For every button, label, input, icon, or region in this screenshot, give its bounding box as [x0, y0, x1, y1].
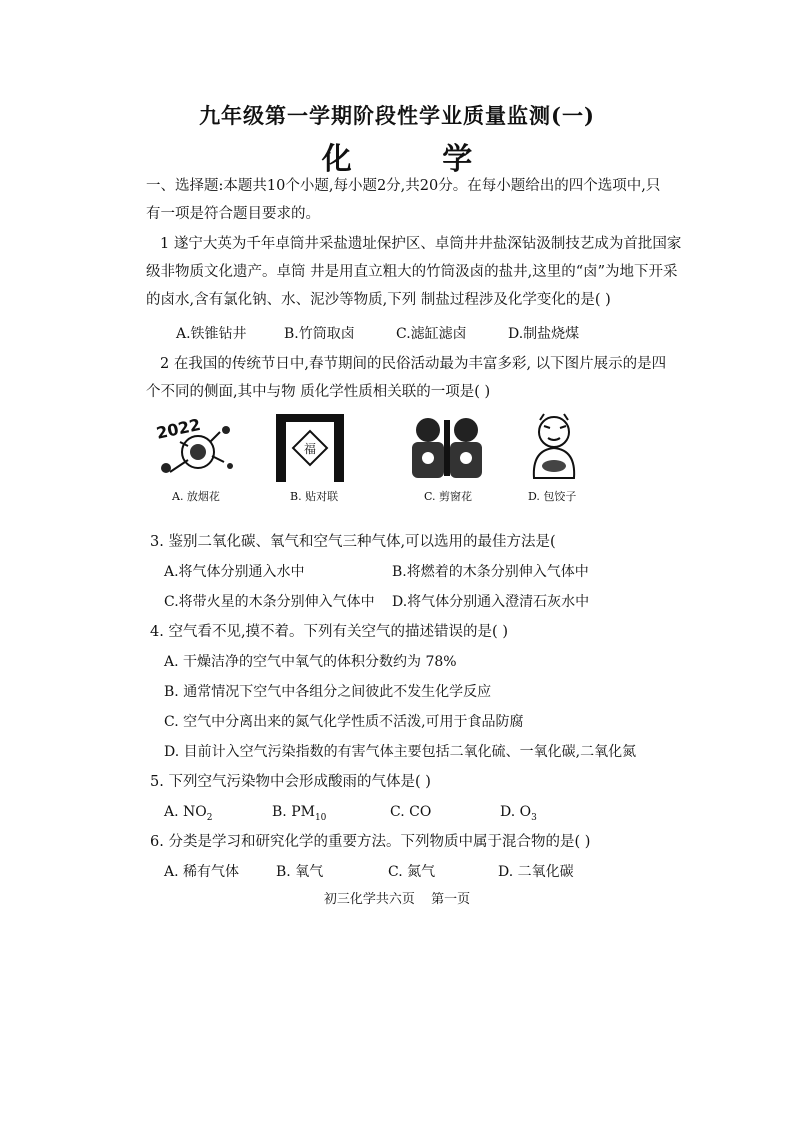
- q6-option-b: B. 氧气: [276, 864, 324, 880]
- footer-total-pages: 初三化学共六页: [323, 892, 415, 907]
- q5-option-d: D. $O_3$: [500, 804, 537, 823]
- q3-option-c: C.将带火星的木条分别伸入气体中: [164, 594, 375, 610]
- q1-option-b: B.竹筒取卤: [284, 326, 355, 342]
- q4-option-b: B. 通常情况下空气中各组分之间彼此不发生化学反应: [164, 684, 492, 700]
- page-footer: [0, 888, 794, 907]
- q2-caption-d: D. 包饺子: [528, 490, 577, 503]
- subject-title: 化 学: [321, 142, 513, 177]
- section-intro-line2: 有一项是符合题目要求的。: [146, 206, 320, 222]
- q2-caption-a: A. 放烟花: [172, 490, 220, 503]
- q2-caption-b: B. 贴对联: [290, 490, 339, 503]
- q5-stem: 5. 下列空气污染物中会形成酸雨的气体是( ): [150, 774, 431, 790]
- q2-stem-line2: 个不同的侧面,其中与物 质化学性质相关联的一项是( ): [146, 384, 491, 400]
- q4-option-a: A. 干燥洁净的空气中氧气的体积分数约为 78%: [164, 654, 457, 670]
- section-intro-line1: 一、选择题:本题共10个小题,每小题2分,共20分。在每小题给出的四个选项中,只: [146, 178, 661, 194]
- q3-option-d: D.将气体分别通入澄清石灰水中: [392, 594, 590, 610]
- q2-caption-c: C. 剪窗花: [424, 490, 473, 503]
- q4-option-c: C. 空气中分离出来的氮气化学性质不活泼,可用于食品防腐: [164, 714, 524, 730]
- exam-title: 九年级第一学期阶段性学业质量监测(一): [199, 103, 595, 128]
- q1-option-c: C.滤缸滤卤: [396, 326, 467, 342]
- q6-stem: 6. 分类是学习和研究化学的重要方法。下列物质中属于混合物的是( ): [150, 834, 591, 850]
- q5-option-a: A. $NO_2$: [164, 804, 213, 823]
- q1-option-d: D.制盐烧煤: [508, 326, 580, 342]
- footer-page-number: 第一页: [431, 892, 471, 907]
- dumplings-figure: [520, 412, 610, 484]
- q1-option-a: A.铁锥钻井: [176, 326, 247, 342]
- couplet-figure: [272, 412, 362, 484]
- fireworks-figure: [150, 412, 240, 484]
- q3-option-a: A.将气体分别通入水中: [164, 564, 305, 580]
- paper-cutting-figure: [404, 412, 494, 484]
- couplet-character: 福: [303, 442, 317, 456]
- q3-option-b: B.将燃着的木条分别伸入气体中: [392, 564, 589, 580]
- q5-option-c: C. CO: [390, 804, 432, 820]
- q6-option-d: D. 二氧化碳: [498, 864, 574, 880]
- q2-stem-line1: 2 在我国的传统节日中,春节期间的民俗活动最为丰富多彩, 以下图片展示的是四: [160, 356, 667, 372]
- q3-stem: 3. 鉴别二氧化碳、氧气和空气三种气体,可以选用的最佳方法是(: [150, 534, 556, 550]
- q4-stem: 4. 空气看不见,摸不着。下列有关空气的描述错误的是( ): [150, 624, 508, 640]
- q1-stem-line1: 1 遂宁大英为千年卓筒井采盐遗址保护区、卓筒井井盐深钻汲制技艺成为首批国家: [160, 236, 682, 252]
- q5-option-b: B. $PM_{10}$: [272, 804, 327, 823]
- figure-year: 2022: [154, 414, 203, 443]
- q6-option-a: A. 稀有气体: [164, 864, 240, 880]
- q6-option-c: C. 氮气: [388, 864, 436, 880]
- q4-option-d: D. 目前计入空气污染指数的有害气体主要包括二氧化硫、一氧化碳,二氧化氮: [164, 744, 637, 760]
- q1-stem-line3: 的卤水,含有氯化钠、水、泥沙等物质,下列 制盐过程涉及化学变化的是( ): [146, 292, 611, 308]
- q1-stem-line2: 级非物质文化遗产。卓筒 井是用直立粗大的竹筒汲卤的盐井,这里的“卤”为地下开采: [146, 264, 678, 280]
